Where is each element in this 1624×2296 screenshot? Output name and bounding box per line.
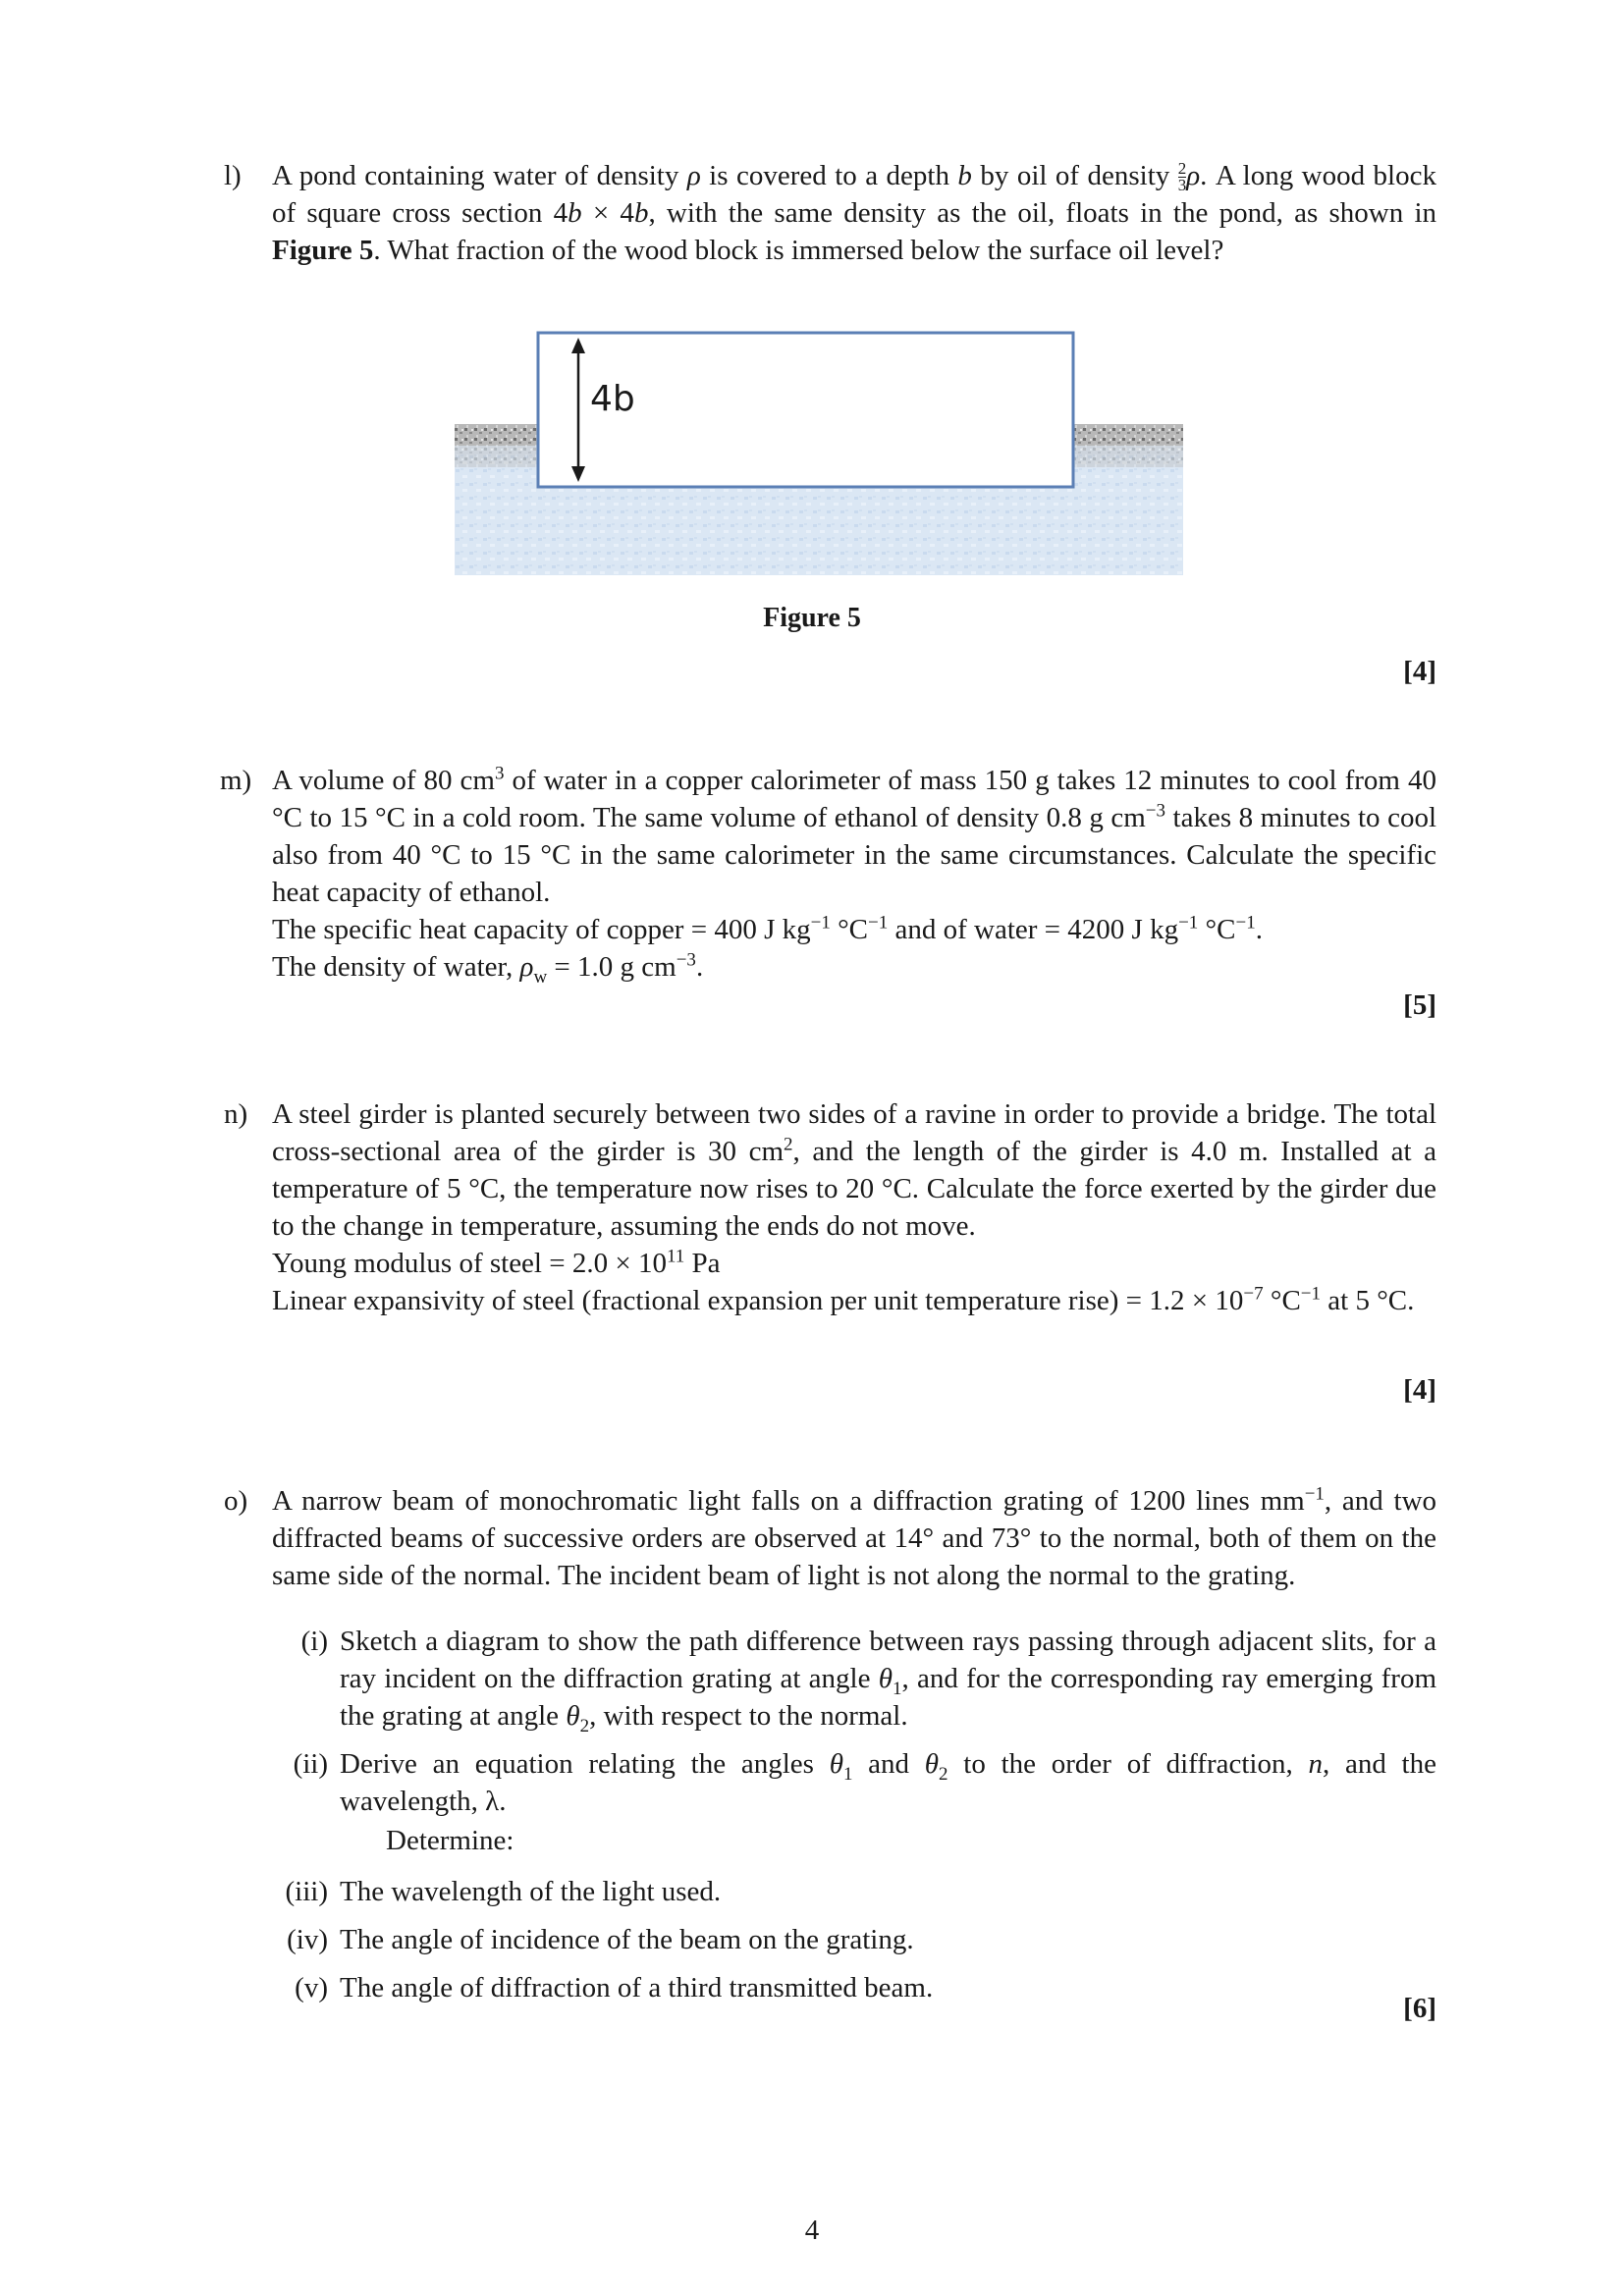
given-copper-water	[272, 911, 1436, 948]
subscript: 1	[892, 1678, 902, 1699]
subquestion-i	[275, 1623, 1436, 1735]
given-density-water	[272, 948, 1436, 986]
text-segment: The density of water,	[272, 951, 520, 983]
text-segment: , and for the corresponding ray emerging from the grating at angle	[340, 1663, 1436, 1732]
marks-l: [4]	[1403, 656, 1436, 687]
subscript: 2	[579, 1715, 590, 1736]
given-linear-expansivity	[272, 1282, 1436, 1319]
text-segment: at 5 °C.	[1321, 1285, 1415, 1316]
superscript: −1	[1235, 912, 1256, 934]
water-below-oil-right	[1073, 446, 1183, 467]
superscript: 2	[784, 1134, 793, 1155]
superscript: 11	[666, 1246, 685, 1267]
superscript: −7	[1243, 1283, 1264, 1305]
question-l	[224, 157, 1437, 269]
text-segment: Linear expansivity of steel (fractional expansion per unit temperature rise) = 1.2 × 10	[272, 1285, 1244, 1316]
subquestion-text: The angle of diffraction of a third transmitted beam.	[340, 1972, 934, 2003]
text-segment: The specific heat capacity of copper = 400 J kg	[272, 914, 811, 945]
text-segment: takes 8 minutes to cool also from 40 °C to 15 °C in the same calorimeter in the same circumstances. Calculate the specific heat capacity of ethanol.	[272, 802, 1436, 908]
subscript: w	[533, 966, 548, 988]
text-segment: , and the wavelength, λ.	[340, 1748, 1436, 1817]
superscript: −1	[868, 912, 889, 934]
subscript: 1	[842, 1763, 853, 1785]
subquestion-ii	[275, 1745, 1436, 1820]
text-segment: Sketch a diagram to show the path difference between rays passing through adjacent slits, for a ray incident on the diffraction grating at angle	[340, 1626, 1436, 1694]
given-young-modulus	[272, 1245, 1436, 1282]
math-theta: θ	[924, 1748, 940, 1780]
text-segment: to the order of diffraction,	[947, 1748, 1309, 1780]
superscript: 3	[494, 763, 505, 784]
determine-label: Determine:	[386, 1825, 514, 1856]
question-text	[272, 157, 1436, 269]
subquestion-text: The wavelength of the light used.	[340, 1876, 722, 1907]
text-segment: , with respect to the normal.	[589, 1700, 908, 1732]
text-segment: . A long wood block of square cross section 4	[272, 160, 1436, 229]
superscript: −1	[810, 912, 831, 934]
question-o	[224, 1482, 1437, 1594]
question-number: l)	[224, 160, 242, 191]
text-segment: and	[852, 1748, 925, 1780]
text-segment: .	[695, 951, 704, 983]
math-rho: ρ	[686, 160, 701, 191]
text-segment: °C	[1198, 914, 1236, 945]
marks-n: [4]	[1403, 1374, 1436, 1406]
subscript: 2	[939, 1763, 948, 1785]
math-b: b	[568, 197, 582, 229]
text-segment: and of water = 4200 J kg	[888, 914, 1179, 945]
superscript: −1	[1178, 912, 1199, 934]
superscript: −3	[676, 949, 696, 971]
text-segment: .	[1255, 914, 1263, 945]
superscript: −3	[1145, 800, 1166, 822]
subquestion-text	[340, 1623, 1436, 1735]
page-number: 4	[804, 2215, 820, 2246]
text-segment: , with the same density as the oil, floats in the pond, as shown in	[648, 197, 1437, 229]
fraction	[1178, 161, 1187, 193]
figure-reference: Figure 5	[272, 235, 374, 266]
question-number: m)	[220, 765, 252, 796]
superscript: −1	[1300, 1283, 1322, 1305]
superscript: −1	[1304, 1483, 1325, 1505]
math-theta: θ	[829, 1748, 843, 1780]
subquestion-number: (iii)	[285, 1876, 328, 1907]
text-segment: , and two diffracted beams of successive orders are observed at 14° and 73° to the normal, both of them on the same side of the normal. The incident beam of light is not along the normal to the grating.	[272, 1485, 1437, 1591]
math-rho: ρ	[519, 951, 534, 983]
text-segment: by oil of density	[971, 160, 1178, 191]
math-theta: θ	[566, 1700, 580, 1732]
text-segment: , and the length of the girder is 4.0 m. Installed at a temperature of 5 °C, the temperature now rises to 20 °C. Calculate the force exerted by the girder due to the change in temperature, assuming the ends do not move.	[272, 1136, 1436, 1242]
subquestion-text	[340, 1745, 1436, 1820]
question-text	[272, 1482, 1436, 1594]
subquestion-text: The angle of incidence of the beam on the grating.	[340, 1924, 914, 1955]
subquestion-iii	[275, 1873, 1436, 1910]
question-number: n)	[224, 1098, 248, 1130]
text-segment: Pa	[684, 1248, 721, 1279]
text-segment: Young modulus of steel = 2.0 × 10	[272, 1248, 667, 1279]
water-below-oil-left	[455, 446, 538, 467]
math-n: n	[1308, 1748, 1323, 1780]
math-b: b	[633, 197, 649, 229]
text-segment: of water in a copper calorimeter of mass 150 g takes 12 minutes to cool from 40 °C to 15 °C in a cold room. The same volume of ethanol of density 0.8 g cm	[272, 765, 1436, 833]
text-segment: = 1.0 g cm	[547, 951, 677, 983]
text-segment: °C	[830, 914, 869, 945]
pond-diagram	[455, 330, 1183, 575]
math-theta: θ	[878, 1663, 893, 1694]
figure-caption: Figure 5	[763, 603, 861, 633]
text-segment: A steel girder is planted securely between two sides of a ravine in order to provide a bridge. The total cross-sectional area of the girder is 30 cm	[272, 1098, 1436, 1167]
marks-m: [5]	[1403, 989, 1436, 1021]
math-b: b	[957, 160, 972, 191]
dimension-label: 4b	[590, 379, 635, 419]
question-n	[224, 1095, 1436, 1319]
text-segment: A pond containing water of density	[272, 160, 687, 191]
text-segment: . What fraction of the wood block is immersed below the surface oil level?	[373, 235, 1224, 266]
text-segment: Derive an equation relating the angles	[340, 1748, 830, 1780]
marks-o: [6]	[1403, 1993, 1436, 2024]
subquestion-iv	[275, 1921, 1436, 1958]
text-segment: °C	[1263, 1285, 1301, 1316]
subquestion-number: (i)	[300, 1626, 328, 1657]
text-segment: A volume of 80 cm	[272, 765, 495, 796]
text-segment: × 4	[581, 197, 634, 229]
math-rho: ρ	[1186, 160, 1201, 191]
fraction-denominator: 3	[1177, 176, 1187, 194]
question-number: o)	[224, 1485, 248, 1517]
subquestion-number: (ii)	[293, 1748, 328, 1780]
figure-5	[455, 330, 1183, 575]
question-m	[220, 762, 1436, 988]
question-text	[272, 1095, 1436, 1245]
subquestion-number: (iv)	[287, 1924, 328, 1955]
text-segment: is covered to a depth	[700, 160, 958, 191]
fraction-numerator: 2	[1177, 159, 1187, 178]
question-text	[272, 762, 1436, 911]
subquestion-number: (v)	[295, 1972, 328, 2003]
text-segment: A narrow beam of monochromatic light falls on a diffraction grating of 1200 lines mm	[272, 1485, 1305, 1517]
subquestion-v	[275, 1969, 1436, 2006]
